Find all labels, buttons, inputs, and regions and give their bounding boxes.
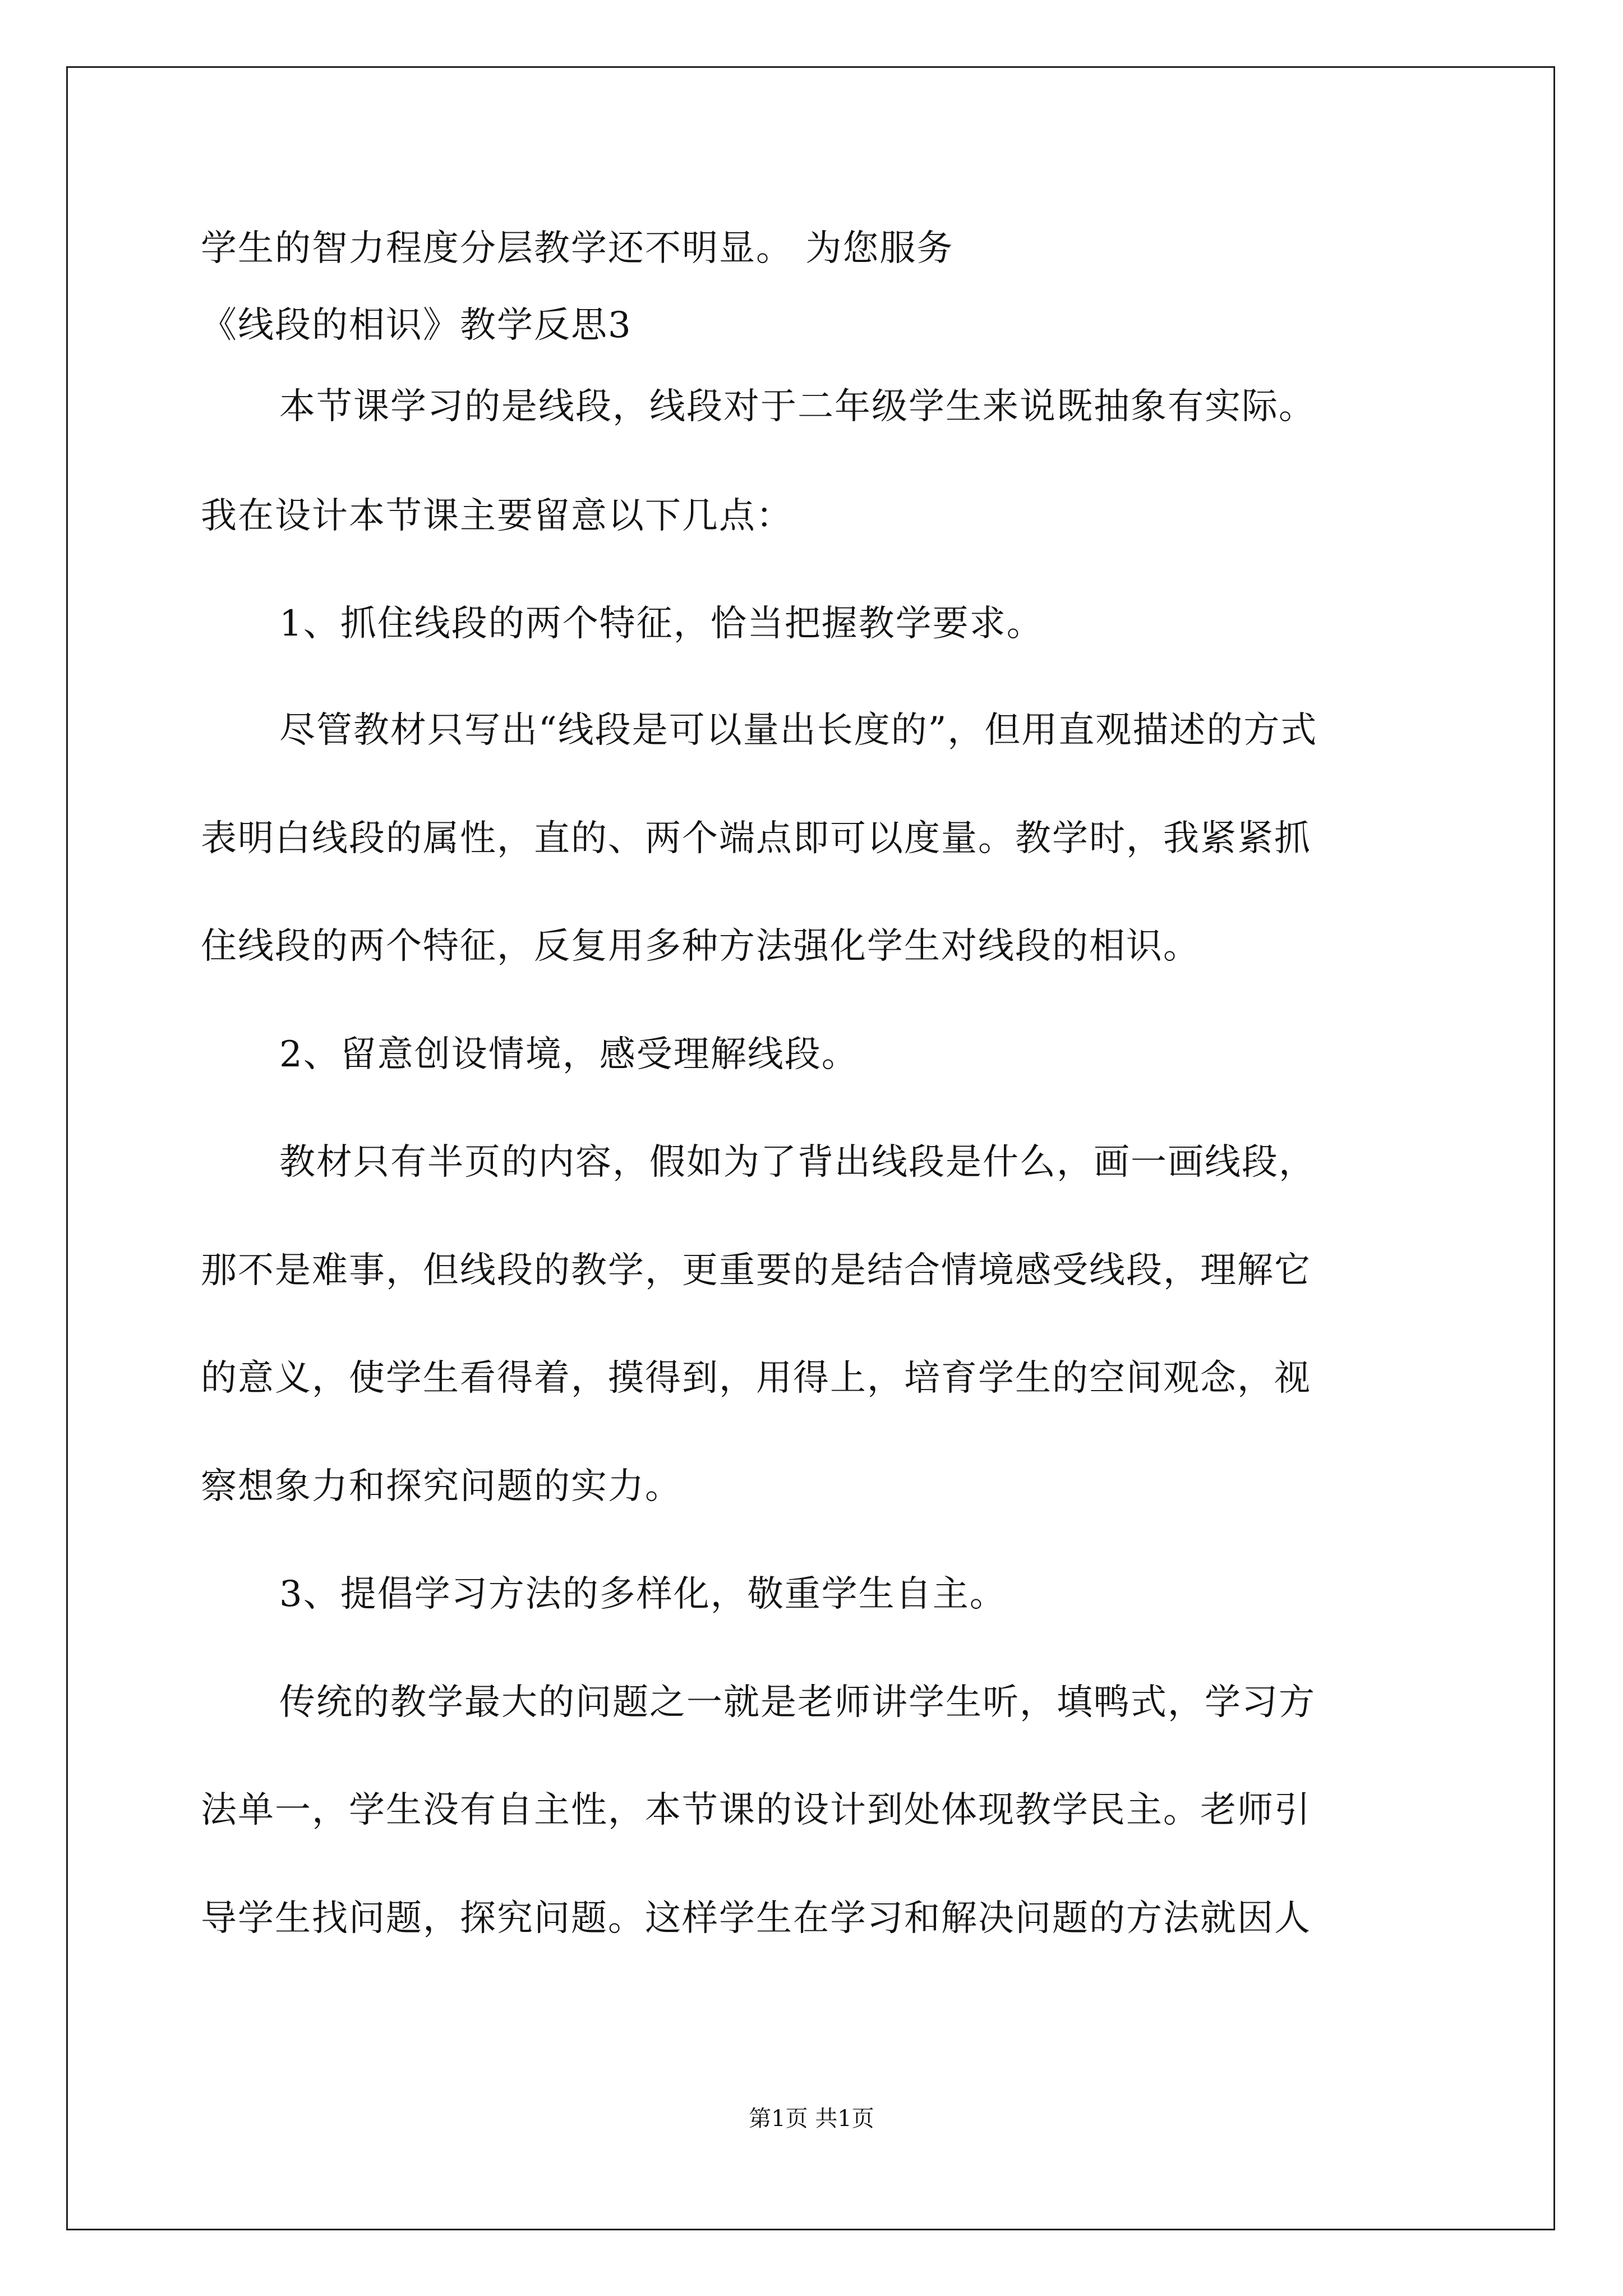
list-item-2-title: 2、留意创设情境，感受理解线段。 [279,1034,859,1075]
page-number-footer: 第1页 共1页 [749,2106,874,2132]
paragraph-line-12: 的意义，使学生看得着，摸得到，用得上，培育学生的空间观念，视 [201,1358,1311,1399]
paragraph-line-16: 法单一，学生没有自主性，本节课的设计到处体现教学民主。老师引 [201,1789,1311,1831]
section-heading: 《线段的相识》教学反思3 [201,305,632,346]
list-item-1-title: 1、抓住线段的两个特征，恰当把握教学要求。 [279,603,1044,645]
paragraph-line-8: 住线段的两个特征，反复用多种方法强化学生对线段的相识。 [201,926,1200,967]
paragraph-line-1: 学生的智力程度分层教学还不明显。 为您服务 [201,228,954,269]
paragraph-line-4: 我在设计本节课主要留意以下几点： [201,495,793,537]
paragraph-line-17: 导学生找问题，探究问题。这样学生在学习和解决问题的方法就因人 [201,1898,1311,1939]
paragraph-line-7: 表明白线段的属性，直的、两个端点即可以度量。教学时，我紧紧抓 [201,818,1311,859]
paragraph-line-13: 察想象力和探究问题的实力。 [201,1466,682,1507]
paragraph-line-10: 教材只有半页的内容，假如为了背出线段是什么，画一画线段， [279,1142,1316,1183]
paragraph-line-3: 本节课学习的是线段，线段对于二年级学生来说既抽象有实际。 [279,386,1316,427]
paragraph-line-11: 那不是难事，但线段的教学，更重要的是结合情境感受线段，理解它 [201,1250,1311,1291]
list-item-3-title: 3、提倡学习方法的多样化，敬重学生自主。 [279,1573,1007,1615]
paragraph-line-15: 传统的教学最大的问题之一就是老师讲学生听，填鸭式，学习方 [279,1682,1316,1723]
paragraph-line-6: 尽管教材只写出“线段是可以量出长度的”，但用直观描述的方式 [279,710,1318,751]
